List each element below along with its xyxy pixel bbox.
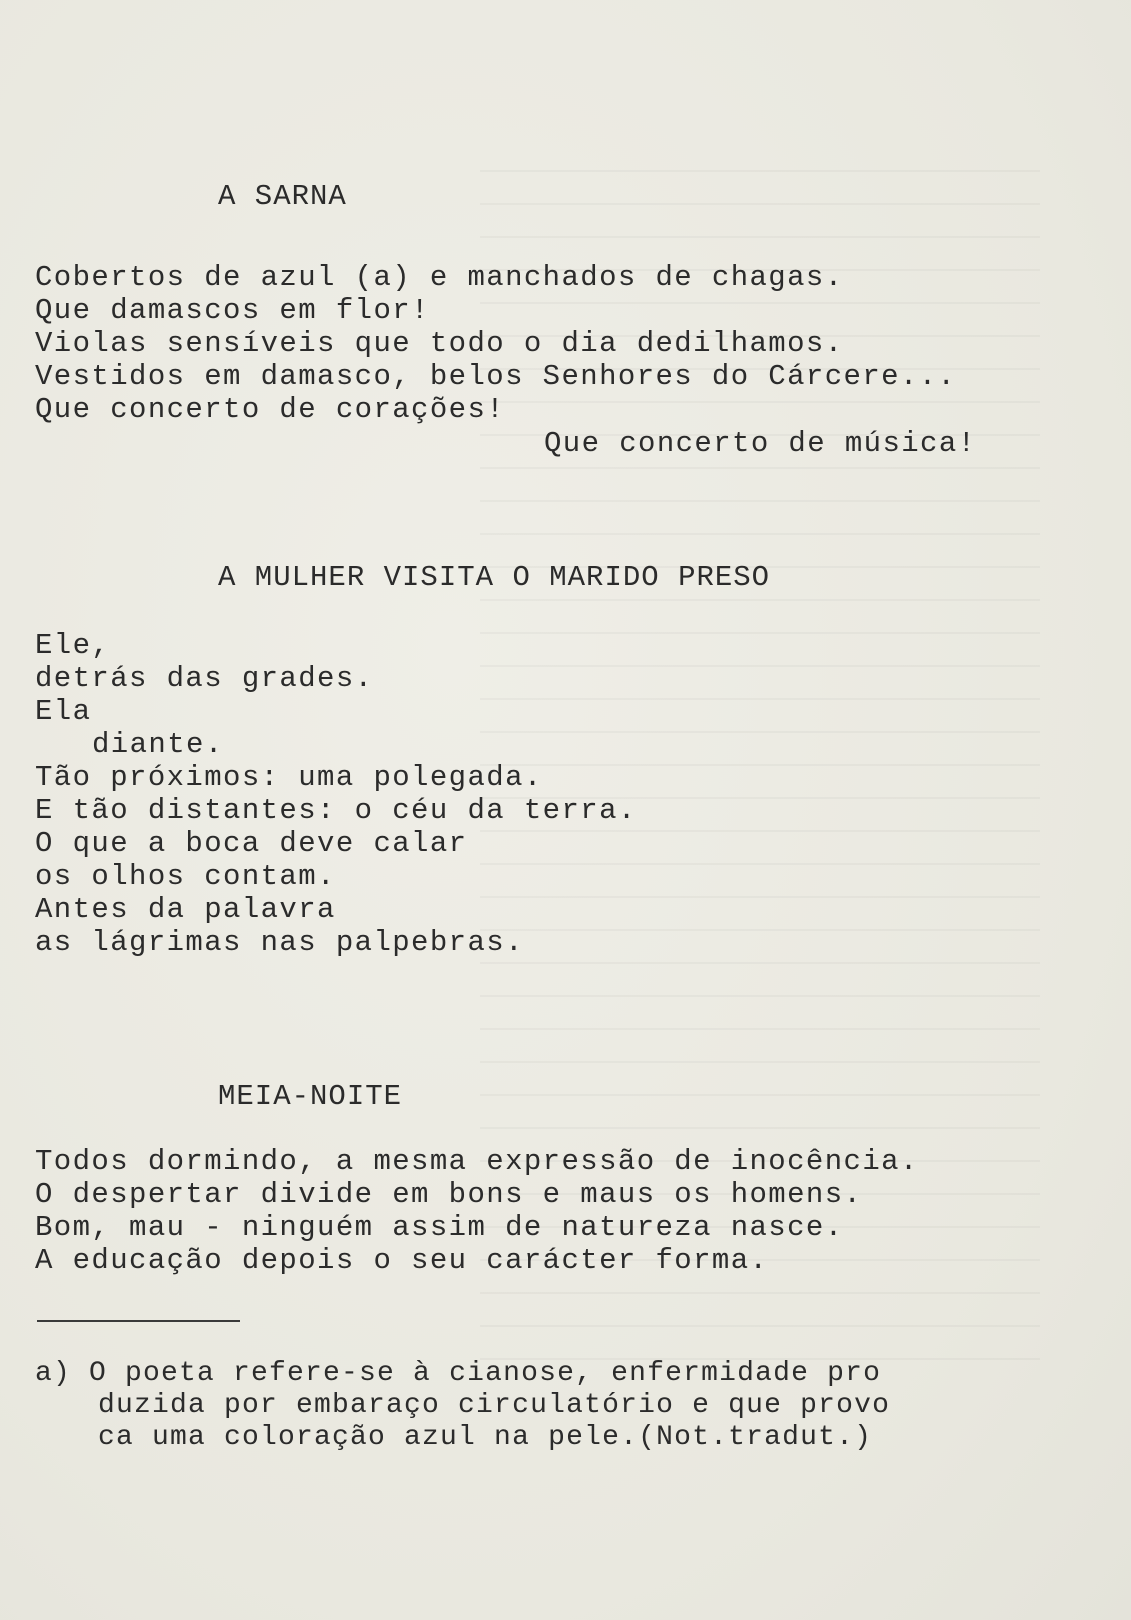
poem-line: Cobertos de azul (a) e manchados de chagas.: [35, 261, 844, 294]
poem-line: diante.: [92, 728, 224, 761]
poem-line: detrás das grades.: [35, 662, 374, 695]
footnote-line: ca uma coloração azul na pele.(Not.tradut.): [98, 1422, 873, 1453]
poem-title: A MULHER VISITA O MARIDO PRESO: [218, 561, 771, 594]
poem-line: E tão distantes: o céu da terra.: [35, 794, 637, 827]
poem-line: Que damascos em flor!: [35, 294, 430, 327]
footnote-line: a) O poeta refere-se à cianose, enfermidade pro: [35, 1358, 882, 1389]
poem-line: O despertar divide em bons e maus os homens.: [35, 1178, 863, 1211]
poem-line: Vestidos em damasco, belos Senhores do Cárcere...: [35, 360, 957, 393]
poem-line: O que a boca deve calar: [35, 827, 468, 860]
footnote-line: duzida por embaraço circulatório e que provo: [98, 1390, 891, 1421]
poem-line: Que concerto de corações!: [35, 393, 506, 426]
poem-line: A educação depois o seu carácter forma.: [35, 1244, 769, 1277]
poem-line: Violas sensíveis que todo o dia dedilhamos.: [35, 327, 844, 360]
poem-line: as lágrimas nas palpebras.: [35, 926, 524, 959]
poem-line: Que concerto de música!: [544, 427, 977, 460]
poem-title: MEIA-NOITE: [218, 1080, 403, 1113]
poem-line: Bom, mau - ninguém assim de natureza nasce.: [35, 1211, 844, 1244]
poem-line: Todos dormindo, a mesma expressão de inocência.: [35, 1145, 919, 1178]
poem-line: Antes da palavra: [35, 893, 336, 926]
footnote-rule: [37, 1320, 240, 1322]
poem-title: A SARNA: [218, 180, 347, 213]
poem-line: Tão próximos: uma polegada.: [35, 761, 543, 794]
poem-line: Ela: [35, 695, 92, 728]
poem-line: Ele,: [35, 629, 111, 662]
poem-line: os olhos contam.: [35, 860, 336, 893]
